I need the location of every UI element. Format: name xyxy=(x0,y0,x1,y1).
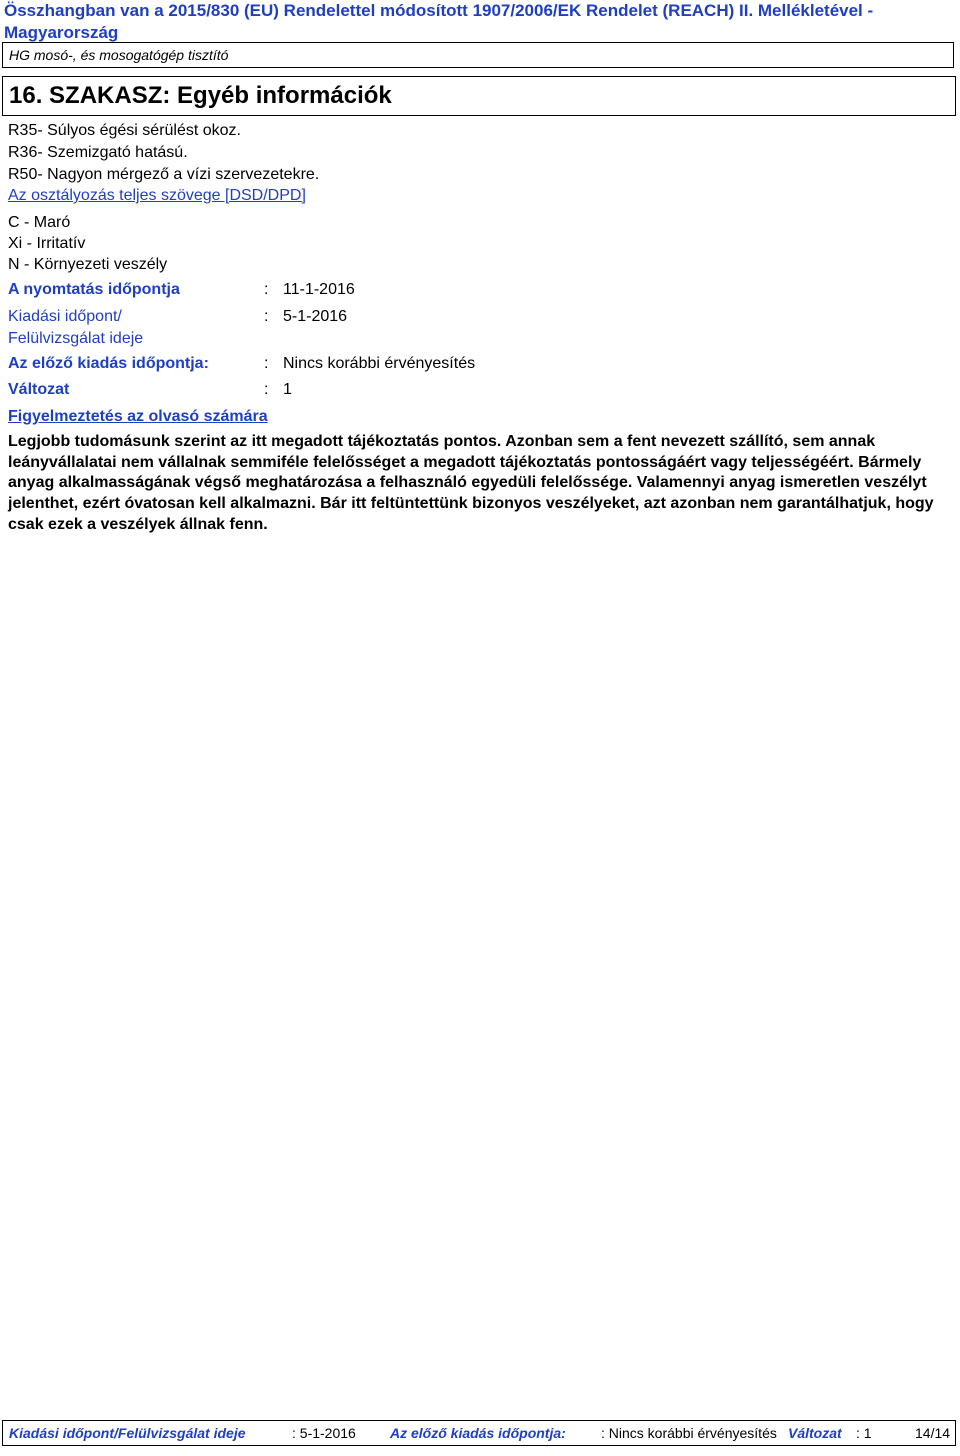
revision-date-label-line1: Kiadási időpont/ xyxy=(8,308,122,325)
section-title: 16. SZAKASZ: Egyéb információk xyxy=(2,76,956,116)
revision-date-label-line2: Felülvizsgálat ideje xyxy=(8,330,144,347)
footer-version-label: Változat xyxy=(788,1425,842,1441)
print-date-colon: : xyxy=(264,281,269,298)
footer-revision-label: Kiadási időpont/Felülvizsgálat ideje xyxy=(9,1425,246,1441)
page-number: 14/14 xyxy=(915,1425,951,1441)
previous-issue-value: Nincs korábbi érvényesítés xyxy=(283,355,476,372)
revision-date-value: 5-1-2016 xyxy=(283,308,348,325)
r-phrase: R36- Szemizgató hatású. xyxy=(8,144,188,161)
version-label: Változat xyxy=(8,381,70,398)
version-colon: : xyxy=(264,381,269,398)
r-phrase: R50- Nagyon mérgező a vízi szervezetekre. xyxy=(8,166,320,183)
page-footer xyxy=(2,1420,956,1446)
notice-heading: Figyelmeztetés az olvasó számára xyxy=(8,408,268,425)
print-date-label: A nyomtatás időpontja xyxy=(8,281,180,298)
r-phrase: R35- Súlyos égési sérülést okoz. xyxy=(8,122,241,139)
revision-date-colon: : xyxy=(264,308,269,325)
version-value: 1 xyxy=(283,381,292,398)
classification-item: C - Maró xyxy=(8,214,71,231)
classification-list xyxy=(8,212,167,275)
print-date-value: 11-1-2016 xyxy=(283,281,355,298)
disclaimer-text: Legjobb tudomásunk szerint az itt megadott tájékoztatás pontos. Azonban sem a fent nevezett szállító, sem annak leányvállalatai nem vállalnak semmiféle felelősséget a megadott tájékoztatás pontosságáért vagy teljességéért. Bármely anyag alkalmasságának végső meghatározása a felhasználó egyedüli felelőssége. Valamennyi anyag ismeretlen veszélyt jelenthet, ezért óvatosan kell alkalmazni. Bár itt feltüntettünk bizonyos veszélyeket, azt azonban nem garantálhatjuk, hogy csak ezek a veszélyek állnak fenn. xyxy=(8,433,934,533)
previous-issue-label: Az előző kiadás időpontja: xyxy=(8,355,209,372)
classification-heading: Az osztályozás teljes szövege [DSD/DPD] xyxy=(8,187,306,204)
footer-previous-label: Az előző kiadás időpontja: xyxy=(390,1425,566,1441)
r-phrase-list xyxy=(8,120,319,186)
classification-item: Xi - Irritatív xyxy=(8,235,86,252)
product-name: HG mosó-, és mosogatógép tisztító xyxy=(2,42,954,68)
footer-version-value: : 1 xyxy=(856,1425,872,1441)
document-title: Összhangban van a 2015/830 (EU) Rendelettel módosított 1907/2006/EK Rendelet (REACH) II. Mellékletével - Magyarország xyxy=(4,1,874,42)
classification-item: N - Környezeti veszély xyxy=(8,256,168,273)
footer-revision-value: : 5-1-2016 xyxy=(292,1425,356,1441)
footer-previous-value: : Nincs korábbi érvényesítés xyxy=(601,1425,777,1441)
previous-issue-colon: : xyxy=(264,355,269,372)
